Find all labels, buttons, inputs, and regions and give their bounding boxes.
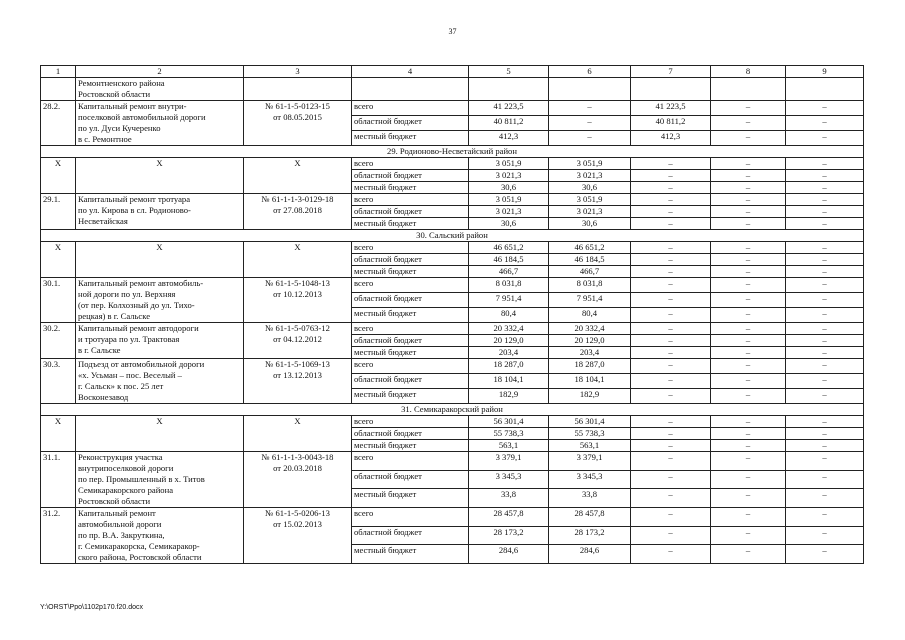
object-name-line: Капитальный ремонт автомобиль- [78,278,204,288]
amount-cell: – [786,266,864,278]
object-row [41,452,864,471]
amount-cell: – [711,278,786,293]
object-name-line: Капитальный ремонт внутри- [78,101,187,111]
funding-source: областной бюджет [352,206,469,218]
amount-cell: 3 051,9 [549,194,631,206]
amount-cell: – [631,182,711,194]
project-doc-line: от 04.12.2012 [273,334,322,344]
amount-cell: – [786,254,864,266]
object-name-line: Несветайская [78,216,128,226]
amount-cell: – [631,158,711,170]
amount-cell: 3 051,9 [469,158,549,170]
amount-cell: 40 811,2 [469,116,549,131]
object-name-line: г. Семикаракорска, Семикаракор- [78,541,200,551]
amount-cell: – [711,374,786,389]
project-doc [244,452,352,508]
amount-cell: – [786,374,864,389]
column-number: 6 [549,66,631,78]
object-name-line: по ул. Дуси Кучеренко [78,123,161,133]
amount-cell: – [631,389,711,404]
amount-cell: 284,6 [549,545,631,564]
budget-table [40,65,864,564]
project-doc [244,194,352,230]
amount-cell: – [631,526,711,545]
amount-cell: – [786,293,864,308]
object-name-line: в с. Ремонтное [78,134,132,144]
object-name [76,101,244,146]
object-row [41,416,864,428]
column-number: 1 [41,66,76,78]
funding-source: областной бюджет [352,374,469,389]
object-name: Ремонтненского района Ростовской области [76,78,244,101]
item-number: 31.1. [41,452,76,508]
funding-source: местный бюджет [352,308,469,323]
amount-cell: 18 287,0 [549,359,631,374]
amount-cell: 80,4 [549,308,631,323]
item-number: 30.2. [41,323,76,359]
item-number: 31.2. [41,508,76,564]
amount-cell: – [786,452,864,471]
object-name-line: Капитальный ремонт [78,508,156,518]
amount-cell: – [711,170,786,182]
amount-cell: 33,8 [469,489,549,508]
object-name-line: «х. Усьман – пос. Веселый – [78,370,182,380]
amount-cell: – [786,116,864,131]
amount-cell: 18 104,1 [469,374,549,389]
amount-cell: 30,6 [549,182,631,194]
project-doc-line: от 10.12.2013 [273,289,322,299]
amount-cell: 80,4 [469,308,549,323]
column-number: 5 [469,66,549,78]
amount-cell: – [711,452,786,471]
amount-cell: – [549,131,631,146]
amount-cell: 46 184,5 [469,254,549,266]
amount-cell: – [711,359,786,374]
project-doc [244,359,352,404]
object-name-line: Реконструкция участка [78,452,163,462]
district-section-row [41,230,864,242]
district-section-row [41,146,864,158]
amount-cell: 30,6 [469,182,549,194]
amount-cell: 40 811,2 [631,116,711,131]
amount-cell: – [711,389,786,404]
amount-cell: – [711,526,786,545]
amount-cell: – [631,335,711,347]
object-name-line: внутрипоселковой дороги [78,463,174,473]
amount-cell: – [786,545,864,564]
project-doc-line: № 61-1-5-0763-12 [265,323,330,333]
project-doc-line: от 15.02.2013 [273,519,322,529]
amount-cell: – [786,347,864,359]
amount-cell: – [786,508,864,527]
project-doc-line: Х [294,416,301,426]
item-number: 30.1. [41,278,76,323]
district-title: 30. Сальский район [41,230,864,242]
amount-cell: – [631,278,711,293]
amount-cell: – [711,194,786,206]
amount-cell: – [786,389,864,404]
project-doc-line: № 61-1-5-0123-15 [265,101,330,111]
item-number: Х [41,242,76,278]
amount-cell: – [786,182,864,194]
amount-cell: – [786,101,864,116]
project-doc [244,278,352,323]
amount-cell: – [631,374,711,389]
amount-cell: 3 021,3 [549,206,631,218]
funding-source: местный бюджет [352,489,469,508]
amount-cell: 3 021,3 [469,170,549,182]
funding-source: областной бюджет [352,170,469,182]
amount-cell: – [786,359,864,374]
page-number: 37 [448,27,457,36]
amount-cell: – [711,428,786,440]
amount-cell: – [631,323,711,335]
amount-cell: 3 379,1 [549,452,631,471]
project-doc-line: № 61-1-5-0206-13 [265,508,330,518]
amount-cell: 56 301,4 [549,416,631,428]
amount-cell: – [786,308,864,323]
project-doc-line: от 27.08.2018 [273,205,322,215]
amount-cell: 56 301,4 [469,416,549,428]
funding-source: всего [352,359,469,374]
amount-cell: – [631,428,711,440]
object-name [76,278,244,323]
item-number: 29.1. [41,194,76,230]
amount-cell: – [786,158,864,170]
object-name-line: Семикаракорского района [78,485,174,495]
funding-source: местный бюджет [352,131,469,146]
funding-source: всего [352,508,469,527]
amount-cell: – [711,489,786,508]
amount-cell: – [631,242,711,254]
object-name-line: ского района, Ростовской области [78,552,202,562]
project-doc-line: № 61-1-5-1048-13 [265,278,330,288]
amount-cell: 3 379,1 [469,452,549,471]
column-number: 7 [631,66,711,78]
amount-cell: – [631,194,711,206]
amount-cell: 3 345,3 [549,470,631,489]
funding-source: местный бюджет [352,266,469,278]
amount-cell: – [711,206,786,218]
amount-cell: 33,8 [549,489,631,508]
amount-cell: 182,9 [469,389,549,404]
amount-cell: – [549,101,631,116]
amount-cell: – [711,335,786,347]
funding-source: областной бюджет [352,526,469,545]
item-number: 28.2. [41,101,76,146]
amount-cell: – [711,545,786,564]
amount-cell: – [786,278,864,293]
funding-source: всего [352,101,469,116]
amount-cell: – [631,416,711,428]
column-number: 8 [711,66,786,78]
amount-cell: 412,3 [631,131,711,146]
amount-cell: – [711,131,786,146]
column-number: 3 [244,66,352,78]
amount-cell: – [786,526,864,545]
funding-source: областной бюджет [352,254,469,266]
amount-cell: – [631,293,711,308]
amount-cell: – [711,440,786,452]
amount-cell: 20 129,0 [549,335,631,347]
amount-cell: – [631,359,711,374]
object-name [76,194,244,230]
object-name-line: (от пер. Колхозный до ул. Тихо- [78,300,195,310]
object-row [41,359,864,374]
amount-cell: 55 738,3 [549,428,631,440]
project-doc-line: Х [294,242,301,252]
object-name-line: Капитальный ремонт автодороги [78,323,199,333]
object-name-line: г. Сальск» к пос. 25 лет [78,381,164,391]
object-name [76,508,244,564]
amount-cell: – [631,470,711,489]
amount-cell: – [711,266,786,278]
amount-cell: 46 651,2 [549,242,631,254]
project-doc [244,323,352,359]
amount-cell: 3 051,9 [549,158,631,170]
amount-cell: – [786,242,864,254]
object-row [41,323,864,335]
amount-cell: 3 021,3 [549,170,631,182]
amount-cell: 3 051,9 [469,194,549,206]
amount-cell: 182,9 [549,389,631,404]
amount-cell: – [631,545,711,564]
amount-cell: 18 104,1 [549,374,631,389]
amount-cell: – [631,347,711,359]
project-doc-line: от 13.12.2013 [273,370,322,380]
amount-cell: – [711,308,786,323]
amount-cell: – [711,158,786,170]
object-name-line: Капитальный ремонт тротуара [78,194,191,204]
funding-source: всего [352,416,469,428]
amount-cell: – [631,489,711,508]
amount-cell: 18 287,0 [469,359,549,374]
amount-cell: 466,7 [549,266,631,278]
amount-cell: 3 345,3 [469,470,549,489]
funding-source: областной бюджет [352,335,469,347]
amount-cell: – [786,218,864,230]
funding-source: местный бюджет [352,218,469,230]
funding-source: областной бюджет [352,470,469,489]
column-number: 9 [786,66,864,78]
funding-source: областной бюджет [352,116,469,131]
object-row [41,101,864,116]
amount-cell: 466,7 [469,266,549,278]
amount-cell: – [711,116,786,131]
object-name-line: Восконезавод [78,392,129,402]
amount-cell: – [711,242,786,254]
amount-cell: 30,6 [469,218,549,230]
amount-cell: – [631,452,711,471]
column-number-row [41,66,864,78]
object-name-line: и тротуара по ул. Трактовая [78,334,180,344]
amount-cell: – [631,254,711,266]
project-doc-line: № 61-1-1-3-0043-18 [261,452,334,462]
amount-cell: – [711,293,786,308]
object-name-line: в г. Сальске [78,345,121,355]
funding-source: местный бюджет [352,440,469,452]
amount-cell: 55 738,3 [469,428,549,440]
project-doc-line: № 61-1-1-3-0129-18 [261,194,334,204]
amount-cell: – [786,440,864,452]
funding-source: всего [352,242,469,254]
amount-cell: – [786,416,864,428]
amount-cell: – [711,101,786,116]
district-title: 29. Родионово-Несветайский район [41,146,864,158]
amount-cell: – [631,218,711,230]
amount-cell: – [549,116,631,131]
object-name-line: ной дороги по ул. Верхняя [78,289,176,299]
object-name [76,452,244,508]
amount-cell: 28 173,2 [549,526,631,545]
amount-cell: 41 223,5 [469,101,549,116]
amount-cell: 20 332,4 [469,323,549,335]
amount-cell: – [711,347,786,359]
amount-cell: – [631,440,711,452]
funding-source: всего [352,452,469,471]
funding-source: всего [352,158,469,170]
amount-cell: – [631,508,711,527]
amount-cell: – [786,428,864,440]
amount-cell: – [711,470,786,489]
project-doc [244,242,352,278]
amount-cell: – [786,489,864,508]
funding-source: областной бюджет [352,293,469,308]
object-name [76,416,244,452]
amount-cell: – [786,131,864,146]
amount-cell: – [711,254,786,266]
amount-cell: 8 031,8 [469,278,549,293]
project-doc-line: от 08.05.2015 [273,112,322,122]
amount-cell: – [786,470,864,489]
object-name-line: Х [156,242,163,252]
amount-cell: – [711,182,786,194]
amount-cell: 412,3 [469,131,549,146]
amount-cell: 203,4 [549,347,631,359]
amount-cell: – [786,335,864,347]
object-name [76,359,244,404]
district-title: 31. Семикаракорский район [41,404,864,416]
amount-cell: 7 951,4 [549,293,631,308]
amount-cell: 20 332,4 [549,323,631,335]
project-doc [244,416,352,452]
amount-cell: – [711,416,786,428]
district-section-row [41,404,864,416]
object-row [41,508,864,527]
project-doc [244,158,352,194]
funding-source: местный бюджет [352,182,469,194]
item-number: 30.3. [41,359,76,404]
project-doc-line: от 20.03.2018 [273,463,322,473]
amount-cell: 30,6 [549,218,631,230]
amount-cell: – [631,266,711,278]
funding-source: областной бюджет [352,428,469,440]
amount-cell: 28 457,8 [469,508,549,527]
amount-cell: 563,1 [549,440,631,452]
amount-cell: – [631,170,711,182]
item-number: Х [41,158,76,194]
amount-cell: 563,1 [469,440,549,452]
amount-cell: 46 184,5 [549,254,631,266]
object-name-line: по пер. Промышленный в х. Титов [78,474,205,484]
funding-source: местный бюджет [352,545,469,564]
continuation-row [41,78,864,101]
column-number: 4 [352,66,469,78]
object-name-line: по ул. Кирова в сл. Родионово- [78,205,191,215]
object-name-line: Подъезд от автомобильной дороги [78,359,205,369]
funding-source: всего [352,194,469,206]
amount-cell: 41 223,5 [631,101,711,116]
amount-cell: 3 021,3 [469,206,549,218]
object-name [76,242,244,278]
amount-cell: 7 951,4 [469,293,549,308]
object-name-line: Ростовской области [78,496,151,506]
object-row [41,278,864,293]
amount-cell: 28 457,8 [549,508,631,527]
object-row [41,194,864,206]
item-number: Х [41,416,76,452]
object-row [41,242,864,254]
project-doc-line: № 61-1-5-1069-13 [265,359,330,369]
project-doc [244,508,352,564]
funding-source: местный бюджет [352,347,469,359]
amount-cell: 28 173,2 [469,526,549,545]
project-doc [244,101,352,146]
amount-cell: 20 129,0 [469,335,549,347]
object-row [41,158,864,170]
column-number: 2 [76,66,244,78]
amount-cell: – [631,308,711,323]
amount-cell: 8 031,8 [549,278,631,293]
object-name-line: Х [156,158,163,168]
object-name [76,158,244,194]
amount-cell: – [711,508,786,527]
object-name-line: Х [156,416,163,426]
project-doc-line: Х [294,158,301,168]
amount-cell: – [711,218,786,230]
amount-cell: – [631,206,711,218]
object-name [76,323,244,359]
funding-source: всего [352,278,469,293]
object-name-line: по пр. В.А. Закруткина, [78,530,165,540]
funding-source: местный бюджет [352,389,469,404]
file-path-footer: Y:\ORST\Ppo\1102p170.f20.docx [40,604,143,611]
amount-cell: – [711,323,786,335]
amount-cell: – [786,194,864,206]
object-name-line: автомобильной дороги [78,519,162,529]
object-name-line: рецкая) в г. Сальске [78,311,151,321]
funding-source: всего [352,323,469,335]
object-name-line: поселковой автомобильной дороги [78,112,206,122]
amount-cell: 203,4 [469,347,549,359]
amount-cell: – [786,170,864,182]
amount-cell: – [786,206,864,218]
amount-cell: 46 651,2 [469,242,549,254]
amount-cell: – [786,323,864,335]
amount-cell: 284,6 [469,545,549,564]
